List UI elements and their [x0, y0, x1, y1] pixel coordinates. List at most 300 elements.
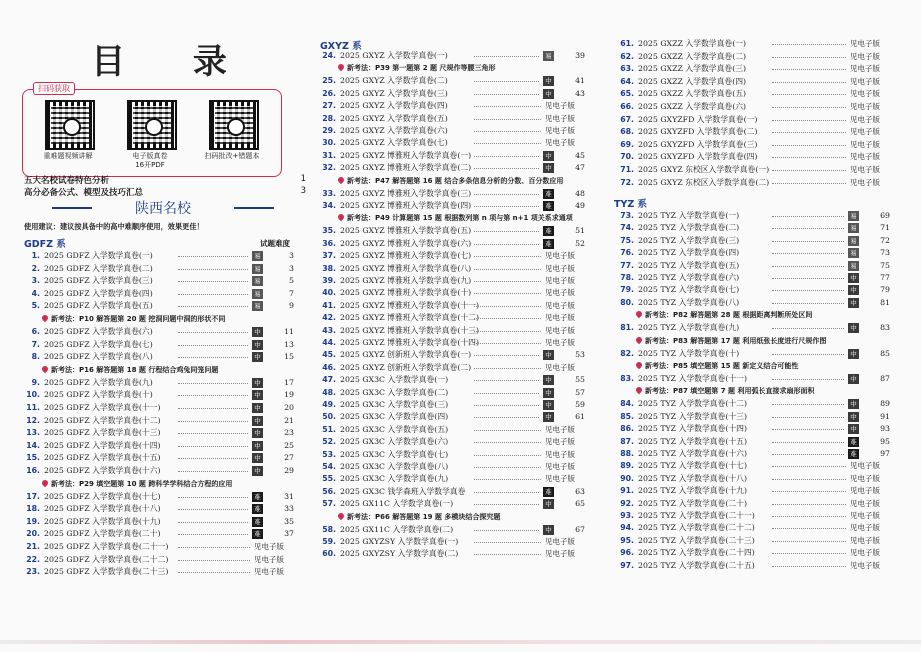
toc-row-title: 2025 GX11C 入学数学真卷(一)	[340, 499, 454, 509]
toc-row-page: 47	[575, 163, 585, 173]
dot-leader	[772, 528, 846, 529]
dot-leader	[474, 331, 541, 332]
difficulty-badge: 易	[848, 261, 859, 271]
toc-row[interactable]	[314, 399, 589, 411]
toc-row[interactable]	[314, 162, 589, 174]
toc-row[interactable]	[314, 100, 589, 112]
toc-row-number: 42.	[322, 313, 336, 323]
e-version-label[interactable]: 见电子版	[545, 251, 575, 261]
toc-row[interactable]	[612, 373, 894, 385]
difficulty-badge: 中	[848, 399, 859, 409]
e-version-label[interactable]: 见电子版	[850, 51, 880, 61]
dot-leader	[178, 560, 250, 561]
toc-row-number: 41.	[322, 300, 336, 310]
e-version-label[interactable]: 见电子版	[850, 511, 880, 520]
toc-row[interactable]	[314, 362, 589, 374]
toc-row-number: 40.	[322, 288, 336, 298]
toc-row-number: 38.	[322, 263, 336, 273]
difficulty-badge: 易	[252, 264, 263, 274]
toc-row-page: 3	[289, 251, 294, 260]
dot-leader	[474, 504, 539, 505]
toc-row-number: 30.	[322, 138, 336, 148]
toc-row[interactable]	[314, 498, 589, 510]
toc-row[interactable]	[612, 560, 894, 572]
toc-row[interactable]	[314, 287, 589, 299]
region-heading: 陕西名校	[88, 198, 238, 218]
toc-row[interactable]	[612, 436, 894, 448]
toc-row[interactable]	[314, 75, 589, 87]
toc-row[interactable]	[314, 548, 589, 560]
toc-row[interactable]	[314, 374, 589, 386]
toc-row-title: 2025 GXZZ 入学数学真卷(二)	[638, 51, 747, 61]
difficulty-badge: 中	[543, 388, 554, 398]
toc-row[interactable]	[314, 225, 589, 237]
difficulty-badge: 中	[848, 424, 859, 434]
toc-row[interactable]	[314, 88, 589, 100]
toc-row[interactable]	[612, 63, 894, 75]
e-version-label[interactable]: 见电子版	[545, 537, 575, 546]
toc-row[interactable]	[314, 188, 589, 200]
toc-row[interactable]	[612, 411, 894, 423]
pin-icon	[337, 213, 345, 221]
new-method-note	[636, 335, 826, 348]
toc-row[interactable]	[18, 503, 298, 515]
dot-leader	[178, 383, 248, 384]
front-item-2[interactable]	[24, 186, 306, 198]
toc-row-number: 60.	[322, 549, 336, 559]
toc-row[interactable]	[18, 541, 298, 553]
toc-row-number: 22.	[26, 554, 40, 564]
difficulty-badge: 中	[848, 273, 859, 283]
dot-leader	[474, 56, 539, 57]
toc-row[interactable]	[612, 126, 894, 138]
new-method-note	[338, 212, 573, 225]
difficulty-badge: 难	[543, 201, 554, 211]
toc-row[interactable]	[18, 554, 298, 566]
e-version-label[interactable]: 见电子版	[850, 523, 880, 533]
difficulty-badge: 中	[543, 350, 554, 360]
toc-row-number: 16.	[26, 466, 40, 475]
toc-row-title: 2025 GXYZ 博雅班入学数学真卷(八)	[340, 263, 472, 273]
section-gxyz: GXYZ 系	[320, 41, 362, 52]
toc-row-number: 25.	[322, 76, 336, 86]
e-version-label[interactable]: 见电子版	[545, 138, 575, 148]
toc-row-title: 2025 TYZ 入学数学真卷(二十五)	[638, 560, 755, 570]
toc-row-page: 67	[575, 524, 585, 534]
toc-row[interactable]	[314, 486, 589, 498]
dot-leader	[178, 357, 248, 358]
toc-row[interactable]	[18, 465, 298, 477]
difficulty-header: 试题难度	[260, 239, 290, 248]
toc-row[interactable]	[612, 177, 894, 189]
e-version-label[interactable]: 见电子版	[545, 338, 575, 347]
e-version-label[interactable]: 见电子版	[254, 567, 284, 577]
e-version-label[interactable]: 见电子版	[850, 89, 880, 99]
toc-row[interactable]	[612, 235, 894, 247]
toc-row[interactable]	[314, 113, 589, 125]
toc-row[interactable]	[612, 535, 894, 547]
toc-row-page: 87	[880, 374, 890, 383]
toc-row[interactable]	[314, 250, 589, 262]
toc-row[interactable]	[612, 510, 894, 522]
toc-row[interactable]	[612, 284, 894, 296]
dot-leader	[474, 467, 541, 468]
toc-row-title: 2025 GDFZ 入学数学真卷(十三)	[44, 428, 161, 438]
toc-row[interactable]	[18, 452, 298, 464]
difficulty-badge: 中	[543, 89, 554, 99]
dot-leader	[772, 479, 846, 480]
toc-row[interactable]	[612, 260, 894, 272]
dot-leader	[772, 454, 844, 455]
toc-row[interactable]	[314, 473, 589, 485]
e-version-label[interactable]: 见电子版	[545, 300, 575, 310]
dot-leader	[772, 82, 846, 83]
toc-row[interactable]	[314, 263, 589, 275]
difficulty-badge: 中	[543, 525, 554, 535]
toc-row[interactable]	[18, 415, 298, 427]
pin-icon	[337, 175, 345, 183]
toc-row[interactable]	[612, 272, 894, 284]
toc-row[interactable]	[612, 448, 894, 460]
e-version-label[interactable]: 见电子版	[545, 424, 575, 434]
toc-row-title: 2025 GXYZ 博雅班入学数学真卷(十一)	[340, 300, 479, 310]
toc-row-title: 2025 TYZ 入学数学真卷(二十一)	[638, 511, 755, 520]
e-version-label[interactable]: 见电子版	[850, 64, 880, 74]
toc-row[interactable]	[612, 473, 894, 485]
toc-row[interactable]	[612, 348, 894, 360]
dot-leader	[772, 57, 846, 58]
dot-leader	[474, 244, 539, 245]
e-version-label[interactable]: 见电子版	[850, 535, 880, 545]
e-version-label[interactable]: 见电子版	[850, 114, 880, 124]
toc-row-title: 2025 GXYZ 东校区入学数学真卷(二)	[638, 177, 770, 187]
toc-row-title: 2025 GX11C 入学数学真卷(二)	[340, 524, 454, 534]
difficulty-badge: 难	[848, 437, 859, 447]
toc-row[interactable]	[314, 125, 589, 137]
dot-leader	[474, 355, 539, 356]
dot-leader	[474, 343, 541, 344]
toc-row[interactable]	[18, 300, 298, 312]
toc-row[interactable]	[612, 101, 894, 113]
dot-leader	[772, 354, 844, 355]
new-method-note-text: 新考法：P29 填空题第 10 题 跨科学学科结合方程的应用	[51, 479, 233, 488]
e-version-label[interactable]: 见电子版	[545, 313, 575, 323]
dot-leader	[474, 318, 541, 319]
toc-row[interactable]	[612, 38, 894, 50]
e-version-label[interactable]: 见电子版	[254, 554, 284, 564]
toc-row[interactable]	[612, 547, 894, 559]
dot-leader	[772, 553, 846, 554]
toc-row[interactable]	[314, 300, 589, 312]
toc-row-title: 2025 GX3C 入学数学真卷(五)	[340, 424, 449, 434]
toc-row[interactable]	[18, 427, 298, 439]
toc-row[interactable]	[612, 485, 894, 497]
toc-row-page: 21	[284, 415, 294, 425]
toc-row[interactable]	[18, 263, 298, 275]
toc-row-page: 71	[880, 223, 890, 233]
toc-row-title: 2025 GX3C 入学数学真卷(三)	[340, 400, 449, 409]
toc-row-title: 2025 TYZ 入学数学真卷(十七)	[638, 461, 748, 471]
toc-row-page: 13	[284, 339, 294, 349]
dot-leader	[772, 120, 846, 121]
dot-leader	[474, 231, 539, 232]
toc-row-number: 21.	[26, 542, 40, 551]
qr-caption-2: 电子版真卷 16开PDF	[132, 152, 168, 169]
toc-row-page: 20	[284, 403, 294, 412]
toc-row[interactable]	[612, 460, 894, 472]
new-method-note-text: 新考法：P16 解答题第 18 题 行程结合鸡兔同笼问题	[51, 365, 219, 374]
toc-row-title: 2025 GX3C 入学数学真卷(一)	[340, 375, 449, 385]
toc-row-number: 49.	[322, 400, 336, 409]
e-version-label[interactable]: 见电子版	[254, 542, 284, 551]
dot-leader	[474, 405, 539, 406]
toc-row[interactable]	[612, 51, 894, 63]
toc-row-title: 2025 GXYZ 博雅班入学数学真卷(七)	[340, 251, 472, 261]
e-version-label[interactable]: 见电子版	[545, 437, 575, 447]
e-version-label[interactable]: 见电子版	[545, 113, 575, 123]
dot-leader	[772, 157, 846, 158]
toc-row[interactable]	[314, 349, 589, 361]
dot-leader	[772, 442, 844, 443]
dot-leader	[178, 345, 248, 346]
toc-row[interactable]	[18, 377, 298, 389]
toc-row-number: 12.	[26, 415, 40, 425]
e-version-label[interactable]: 见电子版	[545, 325, 575, 335]
toc-row-number: 27.	[322, 101, 336, 111]
toc-row-number: 26.	[322, 88, 336, 98]
e-version-label[interactable]: 见电子版	[545, 126, 575, 135]
difficulty-badge: 难	[543, 189, 554, 199]
dot-leader	[474, 194, 539, 195]
toc-row-number: 15.	[26, 453, 40, 463]
toc-row[interactable]	[612, 522, 894, 534]
toc-row-title: 2025 GXYZ 创新班入学数学真卷(一)	[340, 350, 472, 360]
toc-row-number: 43.	[322, 325, 336, 335]
toc-row-page: 3	[289, 263, 294, 273]
toc-row[interactable]	[314, 50, 589, 62]
e-version-label[interactable]: 见电子版	[850, 177, 880, 187]
difficulty-badge: 中	[252, 453, 263, 463]
difficulty-badge: 难	[543, 487, 554, 497]
qr-code-pdf[interactable]	[127, 100, 177, 150]
toc-row[interactable]	[18, 339, 298, 351]
toc-row[interactable]	[314, 200, 589, 212]
toc-row[interactable]	[314, 238, 589, 250]
e-version-label[interactable]: 见电子版	[850, 102, 880, 111]
toc-row-number: 68.	[620, 127, 634, 137]
toc-row[interactable]	[314, 436, 589, 448]
toc-row-page: 95	[880, 436, 890, 446]
toc-row-number: 11.	[26, 403, 40, 412]
toc-row[interactable]	[612, 164, 894, 176]
toc-row-title: 2025 GXYZ 博雅班入学数学真卷(一)	[340, 150, 472, 160]
toc-row[interactable]	[18, 389, 298, 401]
dot-leader	[178, 281, 248, 282]
toc-row[interactable]	[314, 411, 589, 423]
toc-row-title: 2025 TYZ 入学数学真卷(十四)	[638, 424, 748, 434]
front-item-1[interactable]	[24, 174, 306, 186]
pin-icon	[41, 314, 49, 322]
toc-row-title: 2025 TYZ 入学数学真卷(七)	[638, 285, 740, 295]
toc-row[interactable]	[314, 337, 589, 349]
dot-leader	[474, 479, 541, 480]
e-version-label[interactable]: 见电子版	[545, 549, 575, 559]
toc-row[interactable]	[18, 528, 298, 540]
e-version-label[interactable]: 见电子版	[545, 362, 575, 372]
toc-row-title: 2025 GXYZFD 入学数学真卷(一)	[638, 114, 758, 124]
toc-row[interactable]	[18, 351, 298, 363]
toc-row[interactable]	[314, 137, 589, 149]
e-version-label[interactable]: 见电子版	[850, 165, 880, 174]
toc-row[interactable]	[18, 440, 298, 452]
e-version-label[interactable]: 见电子版	[545, 288, 575, 298]
e-version-label[interactable]: 见电子版	[545, 101, 575, 111]
toc-row[interactable]	[314, 424, 589, 436]
toc-row[interactable]	[18, 566, 298, 578]
dot-leader	[178, 256, 248, 257]
toc-row-number: 87.	[620, 436, 634, 446]
toc-row[interactable]	[314, 524, 589, 536]
toc-row[interactable]	[612, 210, 894, 222]
e-version-label[interactable]: 见电子版	[545, 276, 575, 285]
dot-leader	[772, 516, 846, 517]
toc-row[interactable]	[18, 326, 298, 338]
toc-row[interactable]	[314, 461, 589, 473]
pin-icon	[41, 365, 49, 373]
toc-row-title: 2025 GDFZ 入学数学真卷(十五)	[44, 453, 161, 463]
dot-leader	[178, 522, 248, 523]
dot-leader	[474, 156, 539, 157]
dot-leader	[772, 132, 846, 133]
toc-row-title: 2025 GXYZFD 入学数学真卷(三)	[638, 139, 758, 149]
dot-leader	[178, 509, 248, 510]
toc-row-page: 9	[289, 301, 294, 311]
toc-row[interactable]	[612, 398, 894, 410]
toc-row-page: 37	[284, 529, 294, 539]
difficulty-badge: 易	[252, 276, 263, 286]
toc-row-title: 2025 GXYZ 入学数学真卷(一)	[340, 51, 448, 60]
toc-row[interactable]	[612, 498, 894, 510]
toc-row[interactable]	[612, 88, 894, 100]
toc-row-number: 13.	[26, 428, 40, 438]
toc-row[interactable]	[612, 297, 894, 309]
e-version-label[interactable]: 见电子版	[545, 474, 575, 484]
toc-row[interactable]	[18, 288, 298, 300]
e-version-label[interactable]: 见电子版	[850, 486, 880, 496]
toc-row-number: 88.	[620, 449, 634, 458]
toc-row-page: 29	[284, 466, 294, 475]
toc-row-number: 81.	[620, 323, 634, 333]
dot-leader	[178, 458, 248, 459]
dot-leader	[474, 206, 539, 207]
toc-row-number: 17.	[26, 491, 40, 501]
toc-row[interactable]	[612, 322, 894, 334]
toc-row[interactable]	[612, 423, 894, 435]
toc-row-number: 95.	[620, 535, 634, 545]
toc-row-title: 2025 GXYZ 博雅班入学数学真卷(九)	[340, 276, 472, 285]
toc-row-page: 83	[880, 323, 890, 333]
e-version-label[interactable]: 见电子版	[545, 462, 575, 471]
e-version-label[interactable]: 见电子版	[850, 548, 880, 558]
e-version-label[interactable]: 见电子版	[850, 127, 880, 137]
dot-leader	[772, 290, 844, 291]
dot-leader	[772, 145, 846, 146]
new-method-note-text: 新考法：P47 解答题第 16 题 结合多条信息分析的分数、百分数应用	[347, 176, 564, 185]
toc-row-page: 41	[575, 76, 585, 86]
e-version-label[interactable]: 见电子版	[850, 461, 880, 471]
toc-row[interactable]	[18, 250, 298, 262]
e-version-label[interactable]: 见电子版	[545, 263, 575, 273]
toc-row[interactable]	[612, 139, 894, 151]
new-method-note-text: 新考法：P49 计算题第 15 题 根据数列第 n 项与第 n+1 项关系求通项	[347, 214, 573, 223]
toc-row[interactable]	[612, 247, 894, 259]
toc-row[interactable]	[18, 402, 298, 414]
e-version-label[interactable]: 见电子版	[850, 498, 880, 508]
toc-row[interactable]	[612, 151, 894, 163]
toc-row[interactable]	[314, 275, 589, 287]
toc-row-number: 14.	[26, 440, 40, 450]
toc-row-title: 2025 GXYZFD 入学数学真卷(四)	[638, 152, 758, 162]
toc-row[interactable]	[314, 449, 589, 461]
toc-row-number: 58.	[322, 524, 336, 534]
toc-row-page: 19	[284, 390, 294, 400]
toc-row-title: 2025 GXYZ 东校区入学数学真卷(一)	[638, 165, 770, 174]
toc-row[interactable]	[314, 536, 589, 548]
e-version-label[interactable]: 见电子版	[850, 139, 880, 149]
dot-leader	[178, 408, 248, 409]
qr-code-video[interactable]	[45, 100, 95, 150]
toc-row[interactable]	[18, 516, 298, 528]
dot-leader	[772, 379, 844, 380]
e-version-label[interactable]: 见电子版	[545, 449, 575, 459]
difficulty-badge: 中	[252, 403, 263, 413]
pin-icon	[635, 361, 643, 369]
dot-leader	[474, 256, 541, 257]
toc-row[interactable]	[18, 275, 298, 287]
toc-row[interactable]	[612, 76, 894, 88]
e-version-label[interactable]: 见电子版	[850, 39, 880, 48]
difficulty-badge: 中	[848, 298, 859, 308]
toc-row-number: 65.	[620, 89, 634, 99]
toc-row-title: 2025 GDFZ 入学数学真卷(三)	[44, 276, 153, 286]
toc-row[interactable]	[314, 312, 589, 324]
difficulty-badge: 难	[252, 492, 263, 502]
toc-row[interactable]	[612, 222, 894, 234]
toc-row-page: 43	[575, 88, 585, 98]
e-version-label[interactable]: 见电子版	[850, 473, 880, 483]
dot-leader	[178, 547, 250, 548]
toc-row-title: 2025 GDFZ 入学数学真卷(十)	[44, 390, 153, 400]
toc-row[interactable]	[314, 387, 589, 399]
toc-row[interactable]	[314, 325, 589, 337]
qr-code-grading[interactable]	[209, 100, 259, 150]
toc-row-number: 34.	[322, 201, 336, 210]
e-version-label[interactable]: 见电子版	[850, 152, 880, 162]
toc-row-title: 2025 TYZ 入学数学真卷(二)	[638, 223, 740, 233]
toc-row-number: 29.	[322, 126, 336, 135]
dot-leader	[772, 278, 844, 279]
dot-leader	[178, 332, 248, 333]
toc-row-title: 2025 GXYZSY 入学数学真卷(二)	[340, 549, 459, 559]
e-version-label[interactable]: 见电子版	[850, 560, 880, 570]
toc-row[interactable]	[314, 150, 589, 162]
e-version-label[interactable]: 见电子版	[850, 76, 880, 86]
toc-row-number: 19.	[26, 516, 40, 526]
toc-row-title: 2025 TYZ 入学数学真卷(四)	[638, 248, 740, 258]
toc-row[interactable]	[612, 114, 894, 126]
toc-row[interactable]	[18, 491, 298, 503]
dot-leader	[474, 94, 539, 95]
